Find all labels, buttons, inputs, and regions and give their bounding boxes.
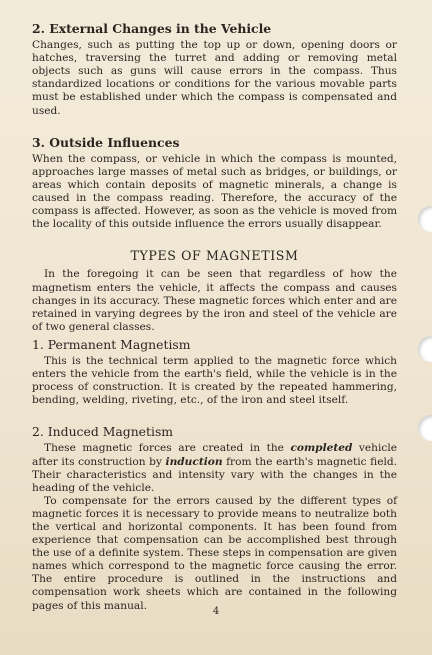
binder-hole-top [418, 206, 432, 232]
page-number: 4 [212, 606, 220, 617]
induced-text-b: vehicle after its construction by [32, 442, 397, 468]
paragraph-outside-influences: When the compass, or vehicle in which the compass is mounted, approaches large masses of metal such as bridges, or buildings, or areas which contain deposits of magnetic minerals, a change is caused in the compass reading. Therefore, the accuracy of the compass is affected. However, as soon as the vehicle is moved from the locality of this outside influence the errors usually disappear. [32, 152, 397, 231]
induced-text-a: These magnetic forces are created in the [44, 442, 291, 455]
binder-hole-bottom [418, 415, 432, 441]
section-heading-outside-influences: 3. Outside Influences [32, 134, 180, 150]
induced-emphasis-induction: induction [165, 455, 223, 468]
page-content [32, 22, 397, 613]
section-heading-induced-magnetism: 2. Induced Magnetism [32, 424, 174, 440]
paragraph-compensation: To compensate for the errors caused by the different types of magnetic forces it is necessary to provide means to neutralize both the vertical and horizontal components. It has been found from experience that compensation can be accomplished best through the use of a definite system. These steps in compensation are given names which correspond to the magnetic force causing the error. The entire procedure is outlined in the instructions and compensation work sheets which are contained in the following pages of this manual. [32, 494, 397, 612]
binder-hole-middle [418, 336, 432, 362]
paragraph-permanent-magnetism: This is the technical term applied to the magnetic force which enters the vehicle from the earth's field, while the vehicle is in the process of construction. It is created by the repeated hammering, bending, welding, riveting, etc., of the iron and steel itself. [32, 354, 397, 407]
section-heading-permanent-magnetism: 1. Permanent Magnetism [32, 336, 191, 352]
paragraph-induced-magnetism [32, 442, 397, 494]
heading-types-of-magnetism: TYPES OF MAGNETISM [130, 248, 299, 264]
paragraph-external-changes: Changes, such as putting the top up or down, opening doors or hatches, traversing the turret and adding or removing metal objects such as guns will cause errors in the compass. Thus standardized locations or conditions for the various movable parts must be established under which the compass is compensated and used. [32, 39, 397, 117]
paragraph-types-intro: In the foregoing it can be seen that regardless of how the magnetism enters the vehicle, it affects the compass and causes changes in its accuracy. These magnetic forces which enter and are retained in varying degrees by the iron and steel of the vehicle are of two general classes. [32, 268, 397, 333]
section-heading-external-changes: 2. External Changes in the Vehicle [32, 21, 272, 36]
induced-emphasis-completed: completed [290, 442, 353, 455]
induced-text-c: from the earth's magnetic field. Their characteristics and intensity vary with the changes in the heading of the vehicle. [32, 455, 398, 494]
